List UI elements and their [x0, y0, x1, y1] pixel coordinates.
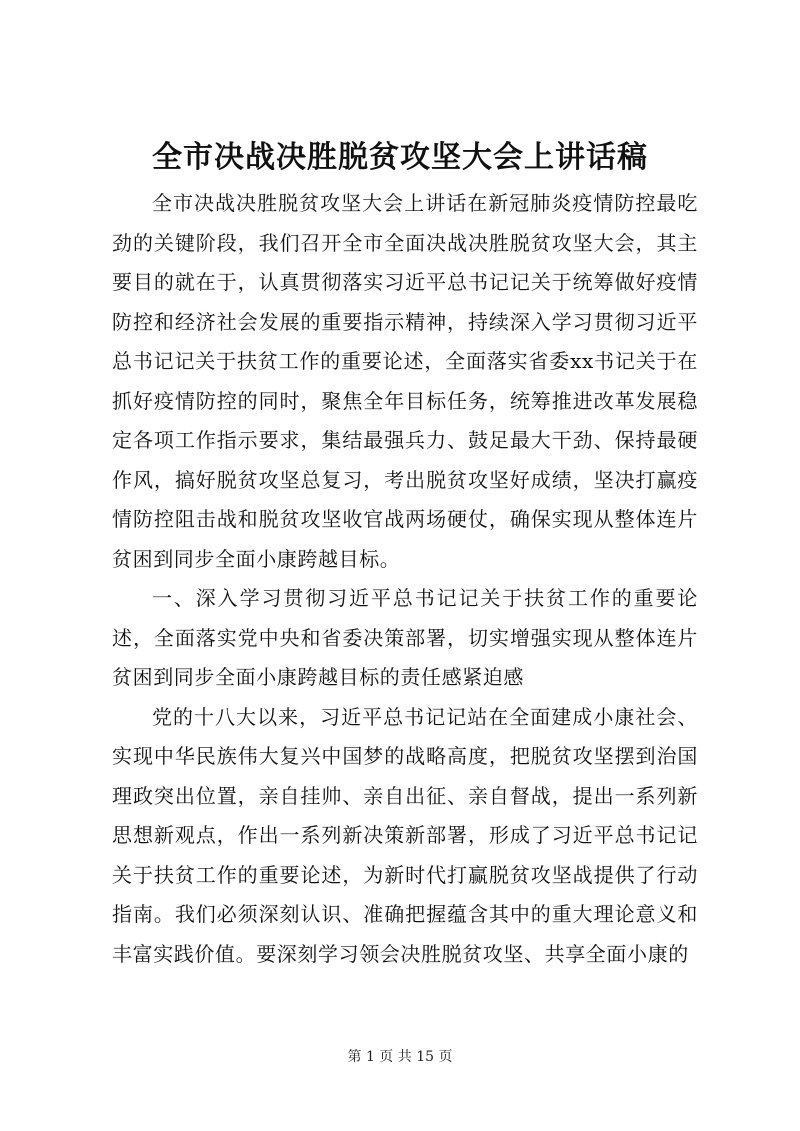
- paragraph-intro: 全市决战决胜脱贫攻坚大会上讲话在新冠肺炎疫情防控最吃劲的关键阶段，我们召开全市全面决战决胜脱贫攻坚大会，其主要目的就在于，认真贯彻落实习近平总书记记关于统筹做好疫情防控和经济社会发展的重要指示精神，持续深入学习贯彻习近平总书记记关于扶贫工作的重要论述，全面落实省委xx书记关于在抓好疫情防控的同时，聚焦全年目标任务，统筹推进改革发展稳定各项工作指示要求，集结最强兵力、鼓足最大干劲、保持最硬作风，搞好脱贫攻坚总复习，考出脱贫攻坚好成绩，坚决打赢疫情防控阻击战和脱贫攻坚收官战两场硬仗，确保实现从整体连片贫困到同步全面小康跨越目标。: [112, 191, 698, 571]
- paragraph-section-heading: 一、深入学习贯彻习近平总书记记关于扶贫工作的重要论述，全面落实党中央和省委决策部署，切实增强实现从整体连片贫困到同步全面小康跨越目标的责任感紧迫感: [112, 586, 698, 689]
- paragraph-section-body: 党的十八大以来，习近平总书记记站在全面建成小康社会、实现中华民族伟大复兴中国梦的战略高度，把脱贫攻坚摆到治国理政突出位置，亲自挂帅、亲自出征、亲自督战，提出一系列新思想新观点，作出一系列新决策新部署，形成了习近平总书记记关于扶贫工作的重要论述，为新时代打赢脱贫攻坚战提供了行动指南。我们必须深刻认识、准确把握蕴含其中的重大理论意义和丰富实践价值。要深刻学习领会决胜脱贫攻坚、共享全面小康的: [112, 704, 698, 966]
- page-title: 全市决战决胜脱贫攻坚大会上讲话稿: [152, 140, 648, 175]
- document-body: [112, 184, 698, 974]
- page-footer: 第 1 页 共 15 页: [347, 1049, 453, 1065]
